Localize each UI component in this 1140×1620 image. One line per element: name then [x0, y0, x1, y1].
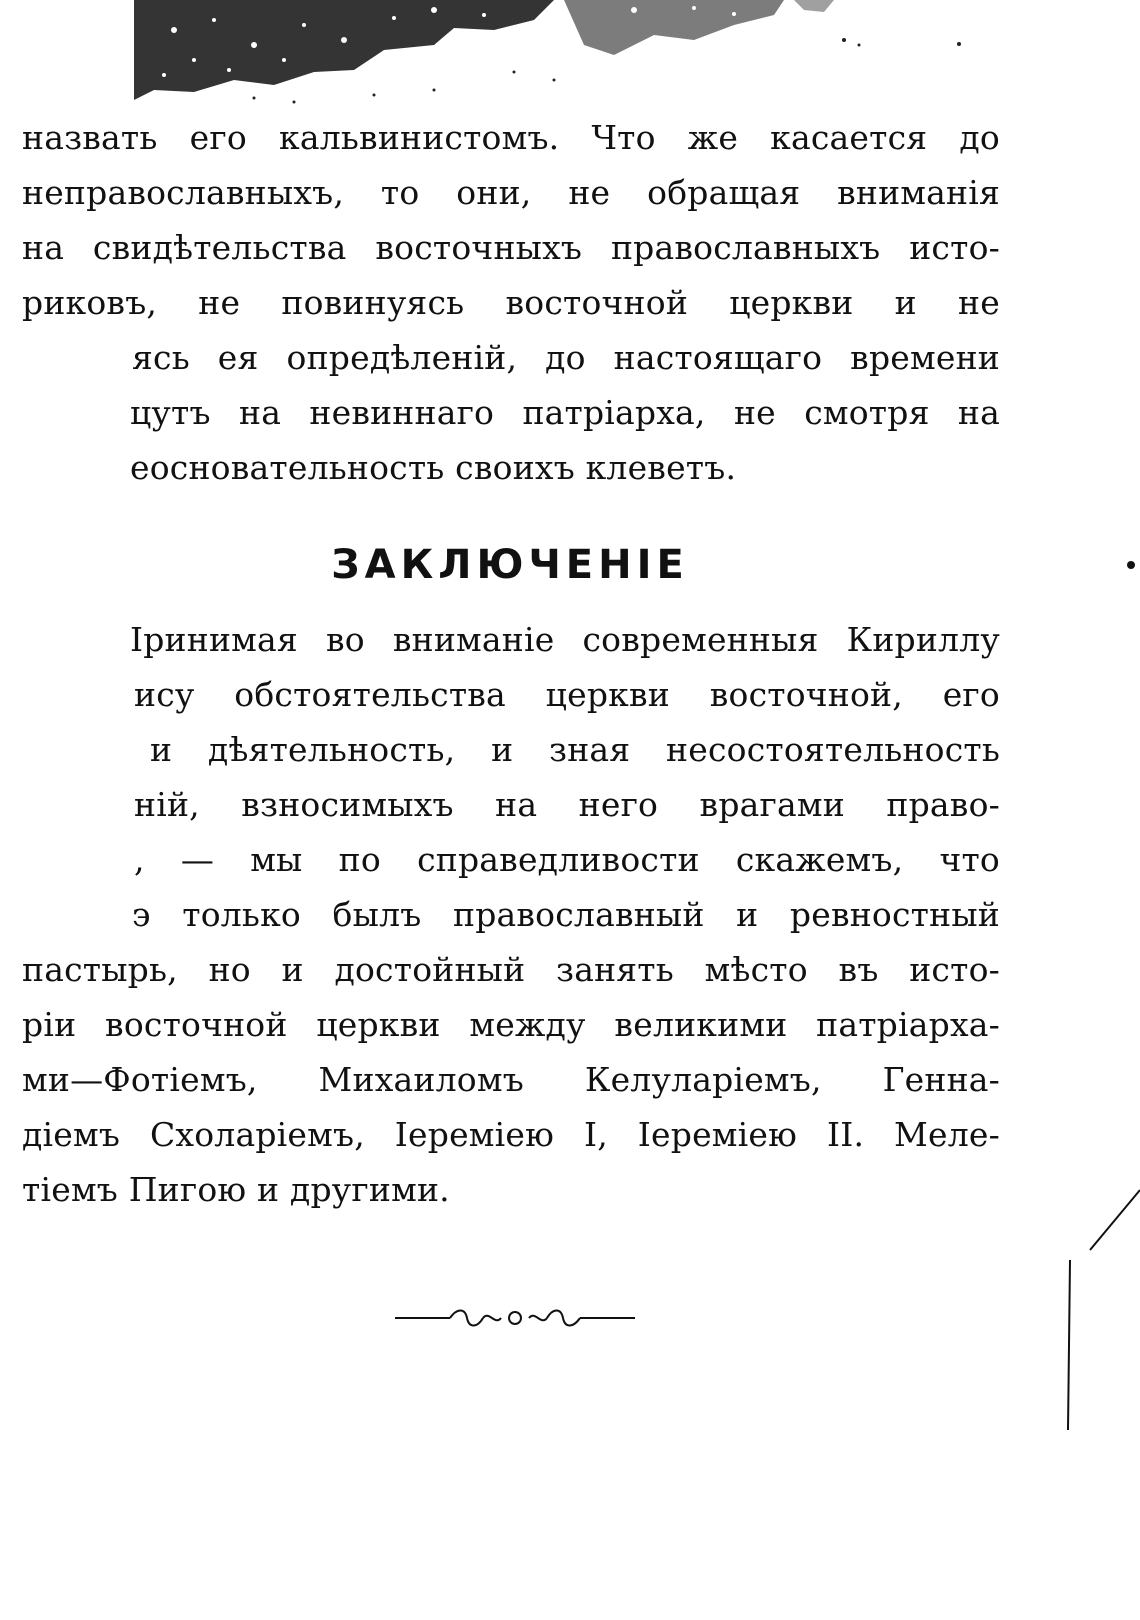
- paragraph-1-line: на свидѣтельства восточныхъ православныхъ исто-: [22, 228, 1000, 267]
- paragraph-2-line: ису обстоятельства церкви восточной, его: [134, 675, 1000, 714]
- paragraph-1-line: риковъ, не повинуясь восточной церкви и не: [22, 283, 1000, 322]
- paragraph-1-line: назвать его кальвинистомъ. Что же касается до: [22, 118, 1000, 157]
- paragraph-2-line: , — мы по справедливости скажемъ, что: [134, 840, 1000, 879]
- right-edge-scan-mark: [1060, 1180, 1140, 1430]
- right-edge-dot: [1126, 560, 1136, 570]
- paragraph-2-line: ній, взносимыхъ на него врагами право-: [134, 785, 1000, 824]
- paragraph-1-line: цутъ на невиннаго патріарха, не смотря на: [130, 393, 1000, 432]
- section-heading: ЗАКЛЮЧЕНІЕ: [331, 542, 689, 588]
- paragraph-2-line: діемъ Схоларіемъ, Іереміею І, Іереміею ІІ. Меле-: [22, 1115, 1000, 1154]
- paragraph-2-line: тіемъ Пигою и другими.: [22, 1170, 450, 1209]
- ornament-divider: [395, 1300, 635, 1336]
- paragraph-2-line: и дѣятельность, и зная несостоятельность: [150, 730, 1000, 769]
- paragraph-2-line: э только былъ православный и ревностный: [132, 895, 1000, 934]
- top-illustration-fragment: [134, 0, 1034, 110]
- paragraph-1-line: неправославныхъ, то они, не обращая вниманія: [22, 173, 1000, 212]
- paragraph-1-line: ясь ея опредѣленій, до настоящаго времени: [132, 338, 1000, 377]
- paragraph-2-line: Іринимая во вниманіе современныя Кириллу: [130, 620, 1000, 659]
- paragraph-1-line: еосновательность своихъ клеветъ.: [130, 448, 737, 487]
- paragraph-2-line: ріи восточной церкви между великими патріарха-: [22, 1005, 1000, 1044]
- paragraph-2-line: пастырь, но и достойный занять мѣсто въ исто-: [22, 950, 1000, 989]
- paragraph-2-line: ми—Фотіемъ, Михаиломъ Келуларіемъ, Генна-: [22, 1060, 1000, 1099]
